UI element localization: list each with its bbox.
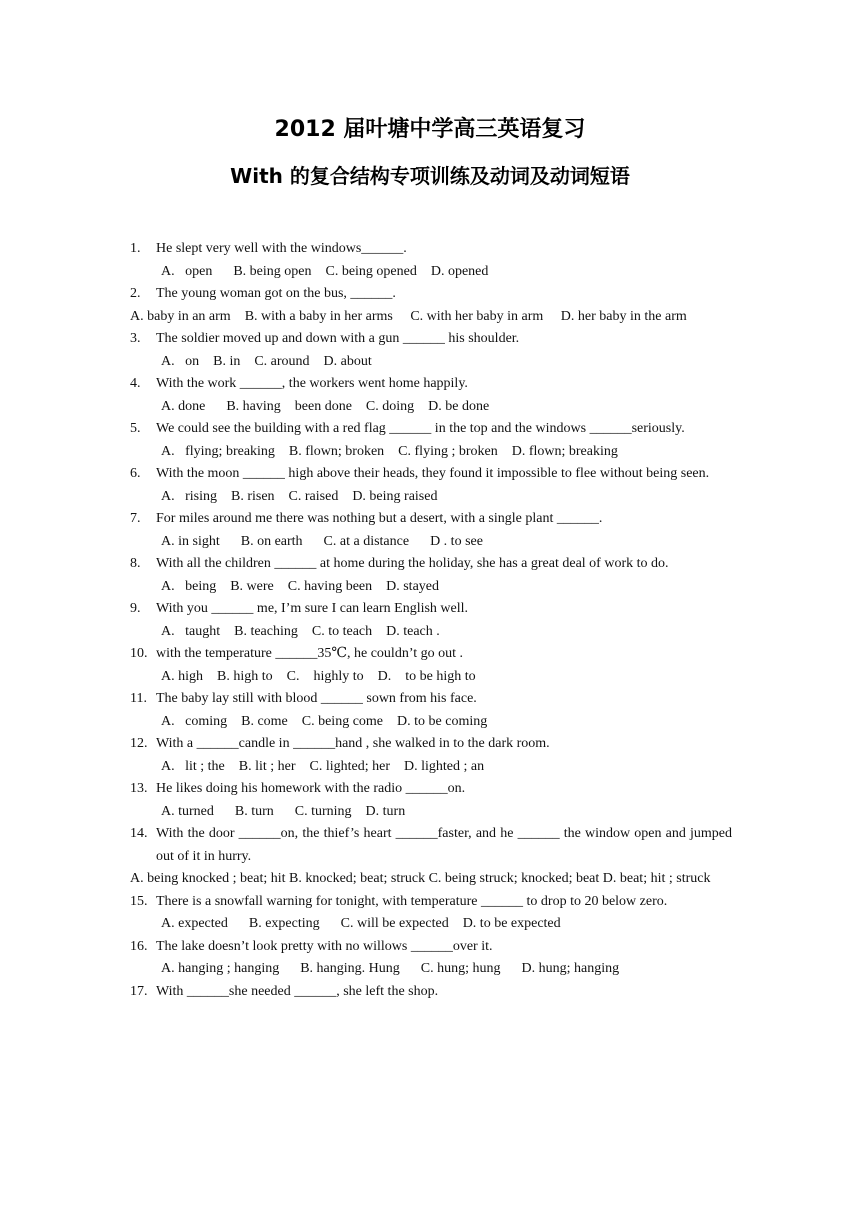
question-stem: We could see the building with a red flag ______ in the top and the windows ______seriously. <box>156 421 685 436</box>
question-number: 11. <box>130 691 147 706</box>
question-item <box>130 418 732 463</box>
question-item <box>130 643 732 688</box>
question-number: 2. <box>130 286 141 301</box>
question-item <box>130 733 732 778</box>
question-item <box>130 283 732 328</box>
question-number: 17. <box>130 983 148 999</box>
question-options: A. expected B. expecting C. will be expected D. to be expected <box>161 916 561 931</box>
question-number: 1. <box>130 241 141 256</box>
question-stem: With all the children ______ at home during the holiday, she has a great deal of work to do. <box>156 556 669 571</box>
question-number: 12. <box>130 736 148 751</box>
question-item <box>130 463 732 508</box>
question-number: 15. <box>130 893 148 909</box>
question-options: A. rising B. risen C. raised D. being raised <box>161 488 438 504</box>
question-number: 6. <box>130 466 141 481</box>
question-stem: There is a snowfall warning for tonight, with temperature ______ to drop to 20 below zero. <box>156 893 668 909</box>
question-stem: He slept very well with the windows______. <box>156 241 407 256</box>
question-stem: With ______she needed ______, she left the shop. <box>156 983 439 999</box>
question-options: A. being knocked ; beat; hit B. knocked; beat; struck C. being struck; knocked; beat D. beat; hit ; struck <box>130 871 711 886</box>
question-options: A. on B. in C. around D. about <box>161 353 372 369</box>
question-item <box>130 823 732 891</box>
question-stem: For miles around me there was nothing but a desert, with a single plant ______. <box>156 511 603 526</box>
question-stem: The baby lay still with blood ______ sown from his face. <box>156 691 477 706</box>
question-stem: With the moon ______ high above their heads, they found it impossible to flee without being seen. <box>156 466 710 481</box>
question-item <box>130 688 732 733</box>
question-item <box>130 778 732 823</box>
question-stem: With a ______candle in ______hand , she walked in to the dark room. <box>156 736 550 751</box>
question-stem: With the door ______on, the thief’s heart ______faster, and he ______ the window open and jumped out of it in hurry. <box>156 826 732 864</box>
question-stem: The lake doesn’t look pretty with no willows ______over it. <box>156 938 493 954</box>
question-stem: With the work ______, the workers went home happily. <box>156 376 468 391</box>
question-options: A. done B. having been done C. doing D. be done <box>161 398 490 414</box>
question-number: 7. <box>130 511 141 526</box>
question-number: 5. <box>130 421 141 436</box>
question-item <box>130 553 732 598</box>
question-number: 16. <box>130 938 148 954</box>
question-options: A. taught B. teaching C. to teach D. teach . <box>161 623 440 639</box>
question-item <box>130 238 732 283</box>
question-item <box>130 328 732 373</box>
question-number: 13. <box>130 781 148 796</box>
question-item <box>130 598 732 643</box>
question-options: A. hanging ; hanging B. hanging. Hung C. hung; hung D. hung; hanging <box>161 961 620 976</box>
question-options: A. open B. being open C. being opened D. opened <box>161 263 489 279</box>
question-list <box>130 238 732 1003</box>
question-item <box>130 891 732 936</box>
question-number: 8. <box>130 556 141 571</box>
question-stem: The young woman got on the bus, ______. <box>156 286 396 301</box>
question-stem: With you ______ me, I’m sure I can learn English well. <box>156 601 469 616</box>
question-number: 9. <box>130 601 141 616</box>
question-options: A. baby in an arm B. with a baby in her arms C. with her baby in arm D. her baby in the arm <box>130 308 687 324</box>
question-options: A. coming B. come C. being come D. to be coming <box>161 713 488 729</box>
question-number: 3. <box>130 331 141 346</box>
question-number: 10. <box>130 646 148 661</box>
question-stem: He likes doing his homework with the radio ______on. <box>156 781 466 796</box>
question-number: 14. <box>130 826 148 841</box>
question-item <box>130 508 732 553</box>
question-options: A. in sight B. on earth C. at a distance D . to see <box>161 533 483 549</box>
question-stem: with the temperature ______35℃, he couldn’t go out . <box>156 646 464 661</box>
question-options: A. high B. high to C. highly to D. to be high to <box>161 668 476 684</box>
page-subtitle: With 的复合结构专项训练及动词及动词短语 <box>230 164 630 188</box>
question-options: A. flying; breaking B. flown; broken C. flying ; broken D. flown; breaking <box>161 443 618 459</box>
question-stem: The soldier moved up and down with a gun ______ his shoulder. <box>156 331 520 346</box>
question-item <box>130 981 732 1004</box>
question-number: 4. <box>130 376 141 391</box>
question-item <box>130 936 732 981</box>
question-item <box>130 373 732 418</box>
page-title: 2012 届叶塘中学高三英语复习 <box>274 117 586 142</box>
question-options: A. turned B. turn C. turning D. turn <box>161 803 406 819</box>
question-options: A. being B. were C. having been D. stayed <box>161 578 439 594</box>
question-options: A. lit ; the B. lit ; her C. lighted; her D. lighted ; an <box>161 758 485 774</box>
